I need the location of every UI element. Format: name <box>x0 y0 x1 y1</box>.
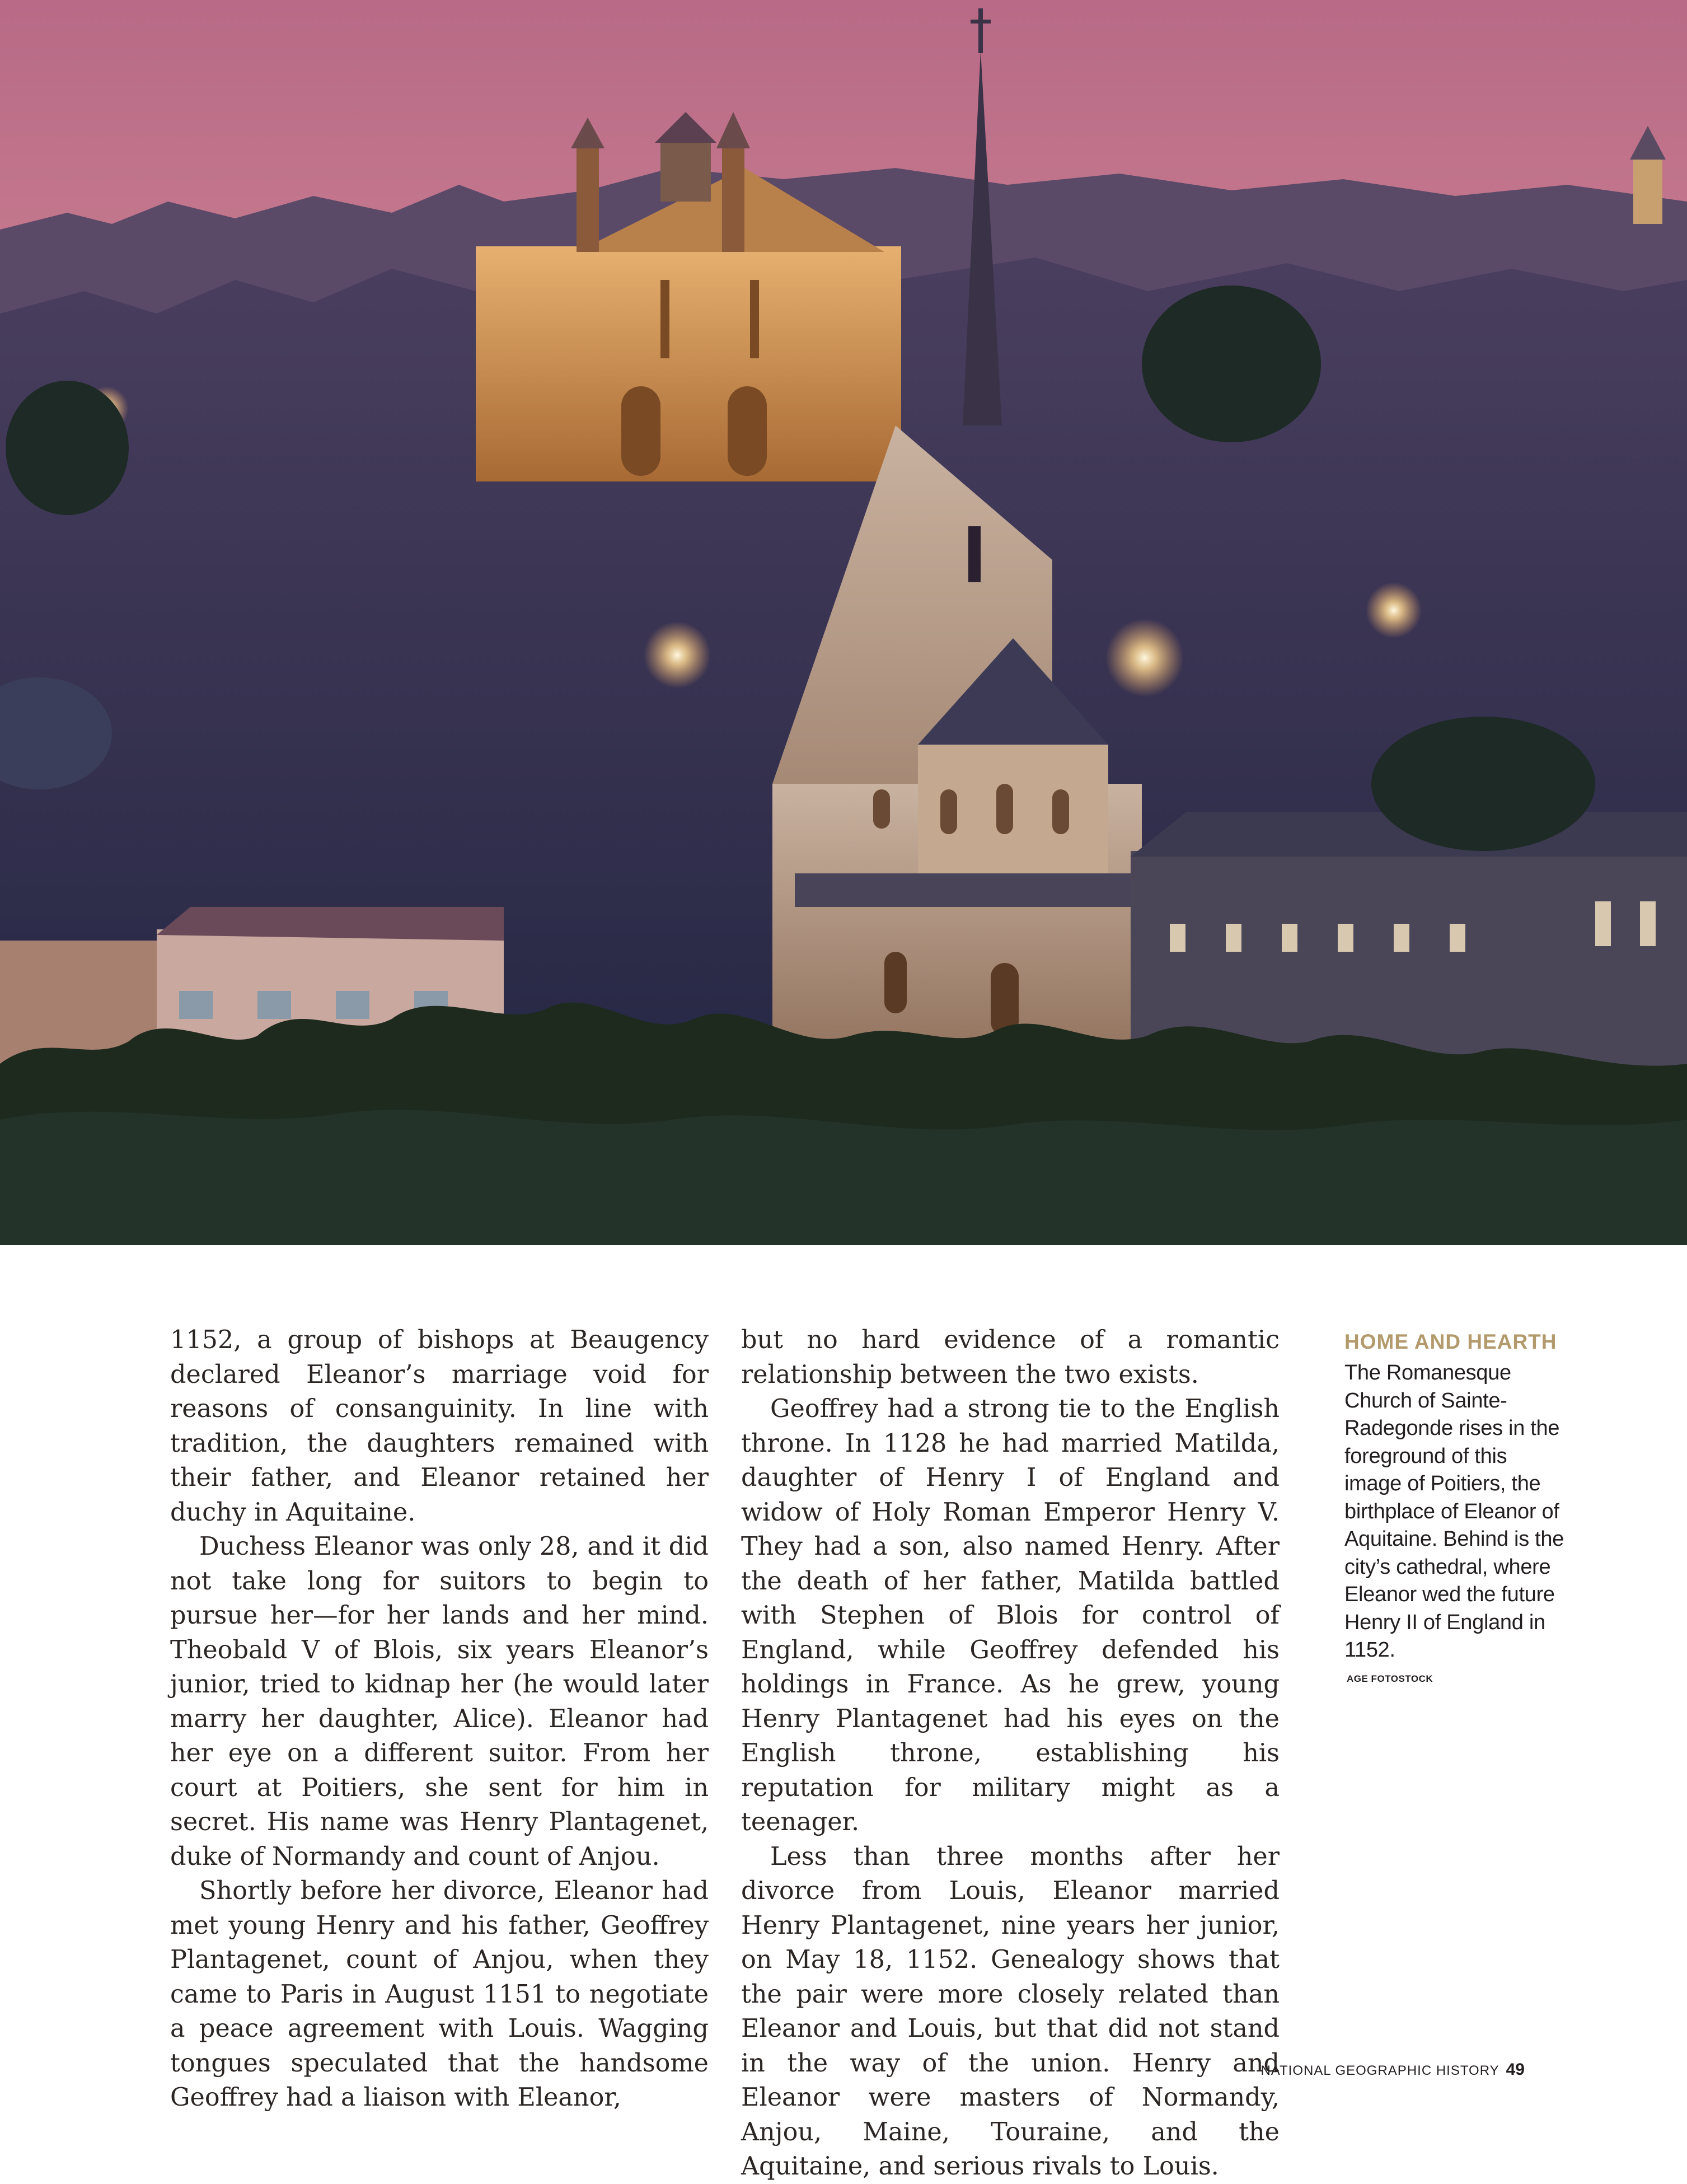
caption-body: The Romanesque Church of Sainte-Radegonde rises in the foreground of this image of Poitiers, the birthplace of Eleanor of Aquitaine. Behind is the city’s cathedral, where Eleanor wed the future Henry II of England in 1152. <box>1344 1361 1564 1662</box>
paragraph: Duchess Eleanor was only 28, and it did not take long for suitors to begin to pursue her—for her lands and her mind. Theobald V of Blois, six years Eleanor’s junior, tried to kidnap her (he would later marry her daughter, Alice). Eleanor had her eye on a different suitor. From her court at Poitiers, she sent for him in secret. His name was Henry Plantagenet, duke of Normandy and count of Anjou. <box>170 1532 709 1871</box>
magazine-name: NATIONAL GEOGRAPHIC HISTORY <box>1260 2063 1499 2078</box>
paragraph: but no hard evidence of a romantic relationship between the two exists. <box>741 1326 1280 1389</box>
article-column-1 <box>170 1323 709 2115</box>
photo-caption <box>1344 1329 1568 1685</box>
page-footer <box>1260 2060 1525 2079</box>
paragraph: Shortly before her divorce, Eleanor had met young Henry and his father, Geoffrey Plantagenet, count of Anjou, when they came to Paris in August 1151 to negotiate a peace agreement with Louis. Wagging tongues speculated that the handsome Geoffrey had a liaison with Eleanor, <box>170 1877 709 2112</box>
paragraph: 1152, a group of bishops at Beaugency declared Eleanor’s marriage void for reasons of consanguinity. In line with tradition, the daughters remained with their father, and Eleanor retained her duchy in Aquitaine. <box>170 1326 709 1527</box>
photo-credit: AGE FOTOSTOCK <box>1347 1673 1433 1684</box>
paragraph: Less than three months after her divorce from Louis, Eleanor married Henry Plantagenet, nine years her junior, on May 18, 1152. Genealogy shows that the pair were more closely related than Eleanor and Louis, but that did not stand in the way of the union. Henry and Eleanor were masters of Normandy, Anjou, Maine, Touraine, and the Aquitaine, and serious rivals to Louis. <box>741 1842 1280 2181</box>
article-column-2 <box>741 1323 1280 2184</box>
paragraph: Geoffrey had a strong tie to the English throne. In 1128 he had married Matilda, daughter of Henry I of England and widow of Holy Roman Emperor Henry V. They had a son, also named Henry. After the death of her father, Matilda battled with Stephen of Blois for control of England, while Geoffrey defended his holdings in France. As he grew, young Henry Plantagenet had his eyes on the English throne, establishing his reputation for military might as a teenager. <box>741 1395 1280 1836</box>
caption-heading: HOME AND HEARTH <box>1344 1330 1557 1353</box>
page-number: 49 <box>1506 2060 1525 2079</box>
